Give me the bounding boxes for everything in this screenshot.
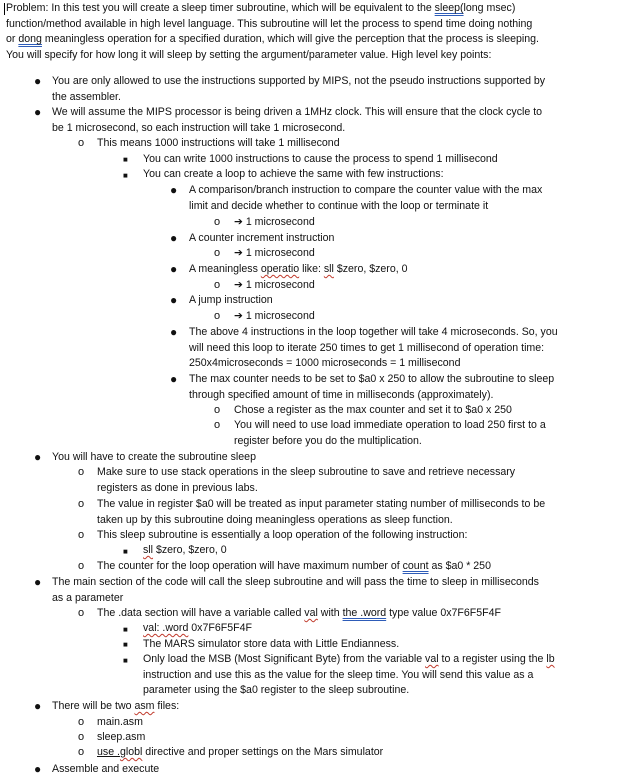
circle-bullet: o <box>78 731 85 743</box>
disc-bullet: ● <box>34 699 42 713</box>
dong-underlined: dong <box>18 33 42 45</box>
val-word-line: val: .word 0x7F6F5F4F <box>143 622 252 634</box>
text-cursor <box>4 3 5 15</box>
above-line-1: The above 4 instructions in the loop together will take 4 microseconds. So, you <box>189 326 558 338</box>
disc-bullet: ● <box>170 325 178 339</box>
chose-line: Chose a register as the max counter and set it to $a0 x 250 <box>234 404 512 416</box>
compare-line-2: limit and decide whether to continue with the loop or terminate it <box>189 199 489 212</box>
loopop-line: This sleep subroutine is essentially a loop operation of the following instruction: <box>97 529 468 541</box>
jump-line: A jump instruction <box>189 294 273 306</box>
circle-bullet: o <box>214 247 221 259</box>
circle-bullet: o <box>78 716 85 728</box>
point-2-1: This means 1000 instructions will take 1 millisecond <box>97 137 340 149</box>
val-line-2: taken up by this subroutine doing meaningless operations as sleep function. <box>97 513 453 526</box>
square-bullet: ■ <box>123 656 128 665</box>
disc-bullet: ● <box>170 293 178 307</box>
msb-line-2: instruction and use this as the value for the sleep time. You will send this value as a <box>143 668 534 681</box>
point-2-line-1: We will assume the MIPS processor is being driven a 1MHz clock. This will ensure that the clock cycle to <box>52 106 543 118</box>
intro-line-3: or dong meaningless operation for a specified duration, which will give the perception that the process is sleeping. <box>6 33 539 45</box>
disc-bullet: ● <box>34 105 42 119</box>
point-4-line-2: as a parameter <box>52 591 124 604</box>
square-bullet: ■ <box>123 640 128 649</box>
arrow-icon: ➔ <box>234 310 243 322</box>
msb-line-3: parameter using the $a0 register to the sleep subroutine. <box>143 684 410 696</box>
loadi-line-2: register before you do the multiplication. <box>234 434 422 447</box>
msb-line-1: Only load the MSB (Most Significant Byte) from the variable val to a register using the lb <box>143 653 555 665</box>
point-3: You will have to create the subroutine sleep <box>52 451 256 463</box>
circle-bullet: o <box>78 529 85 541</box>
circle-bullet: o <box>214 310 221 322</box>
disc-bullet: ● <box>34 575 42 589</box>
circle-bullet: o <box>78 137 85 149</box>
increment-line: A counter increment instruction <box>189 232 335 244</box>
intro-line-1: Problem: In this test you will create a sleep timer subroutine, which will be equivalent to the sleep(long msec) <box>6 2 516 14</box>
circle-bullet: o <box>78 498 85 510</box>
point-5: There will be two asm files: <box>52 700 180 712</box>
micro-3: ➔ 1 microsecond <box>234 279 315 291</box>
square-bullet: ■ <box>123 155 128 164</box>
micro-1: ➔ 1 microsecond <box>234 216 315 228</box>
square-bullet: ■ <box>123 547 128 556</box>
circle-bullet: o <box>214 279 221 291</box>
circle-bullet: o <box>214 404 221 416</box>
disc-bullet: ● <box>170 372 178 386</box>
circle-bullet: o <box>78 746 85 758</box>
point-2-1-2: You can create a loop to achieve the same with few instructions: <box>143 168 444 180</box>
above-line-2: will need this loop to iterate 250 times to get 1 millisecond of operation time: <box>189 341 545 354</box>
arrow-icon: ➔ <box>234 279 243 291</box>
disc-bullet: ● <box>170 183 178 197</box>
arrow-icon: ➔ <box>234 216 243 228</box>
globl-line: use .globl directive and proper settings on the Mars simulator <box>97 746 384 758</box>
sleep-underlined: sleep( <box>434 2 464 14</box>
circle-bullet: o <box>214 216 221 228</box>
stack-line-1: Make sure to use stack operations in the sleep subroutine to save and retrieve necessary <box>97 466 516 478</box>
data-section-line: The .data section will have a variable called val with the .word type value 0x7F6F5F4F <box>97 607 501 619</box>
meaningless-line: A meaningless operatio like: sll $zero, $zero, 0 <box>189 263 408 275</box>
micro-4: ➔ 1 microsecond <box>234 310 315 322</box>
loadi-line-1: You will need to use load immediate operation to load 250 first to a <box>234 419 546 431</box>
point-2-1-1: You can write 1000 instructions to cause the process to spend 1 millisecond <box>143 152 498 165</box>
circle-bullet: o <box>214 419 221 431</box>
point-6: Assemble and execute <box>52 763 160 775</box>
val-line-1: The value in register $a0 will be treated as input parameter stating number of milliseconds to be <box>97 498 546 510</box>
point-4-line-1: The main section of the code will call the sleep subroutine and will pass the time to sleep in milliseconds <box>52 576 539 588</box>
maxc-line-2: through specified amount of time in milliseconds (approximately). <box>189 388 494 401</box>
maxc-line-1: The max counter needs to be set to $a0 x 250 to allow the subroutine to sleep <box>189 373 555 385</box>
disc-bullet: ● <box>170 262 178 276</box>
arrow-icon: ➔ <box>234 247 243 259</box>
disc-bullet: ● <box>34 450 42 464</box>
mars-line: The MARS simulator store data with Little Endianness. <box>143 638 400 650</box>
file-sleep-asm: sleep.asm <box>97 731 146 743</box>
compare-line-1: A comparison/branch instruction to compare the counter value with the max <box>189 184 543 196</box>
circle-bullet: o <box>78 560 85 572</box>
point-1-line-2: the assembler. <box>52 90 121 103</box>
circle-bullet: o <box>78 466 85 478</box>
point-1-line-1: You are only allowed to use the instructions supported by MIPS, not the pseudo instructions supported by <box>52 75 546 87</box>
stack-line-2: registers as done in previous labs. <box>97 481 258 494</box>
file-main-asm: main.asm <box>97 716 143 728</box>
intro-line-2: function/method available in high level language. This subroutine will let the process to spend time doing nothing <box>6 17 533 30</box>
point-2-line-2: be 1 microsecond, so each instruction will take 1 microsecond. <box>52 121 346 134</box>
disc-bullet: ● <box>34 762 42 776</box>
disc-bullet: ● <box>34 74 42 88</box>
circle-bullet: o <box>78 607 85 619</box>
square-bullet: ■ <box>123 171 128 180</box>
micro-2: ➔ 1 microsecond <box>234 247 315 259</box>
counter-line: The counter for the loop operation will have maximum number of count as $a0 * 250 <box>97 560 491 572</box>
square-bullet: ■ <box>123 625 128 634</box>
above-line-3: 250x4microseconds = 1000 microseconds = 1 millisecond <box>189 357 461 369</box>
disc-bullet: ● <box>170 231 178 245</box>
sll-line: sll $zero, $zero, 0 <box>143 544 227 556</box>
intro-line-4: You will specify for how long it will sleep by setting the argument/parameter value. High level key points: <box>6 48 492 61</box>
